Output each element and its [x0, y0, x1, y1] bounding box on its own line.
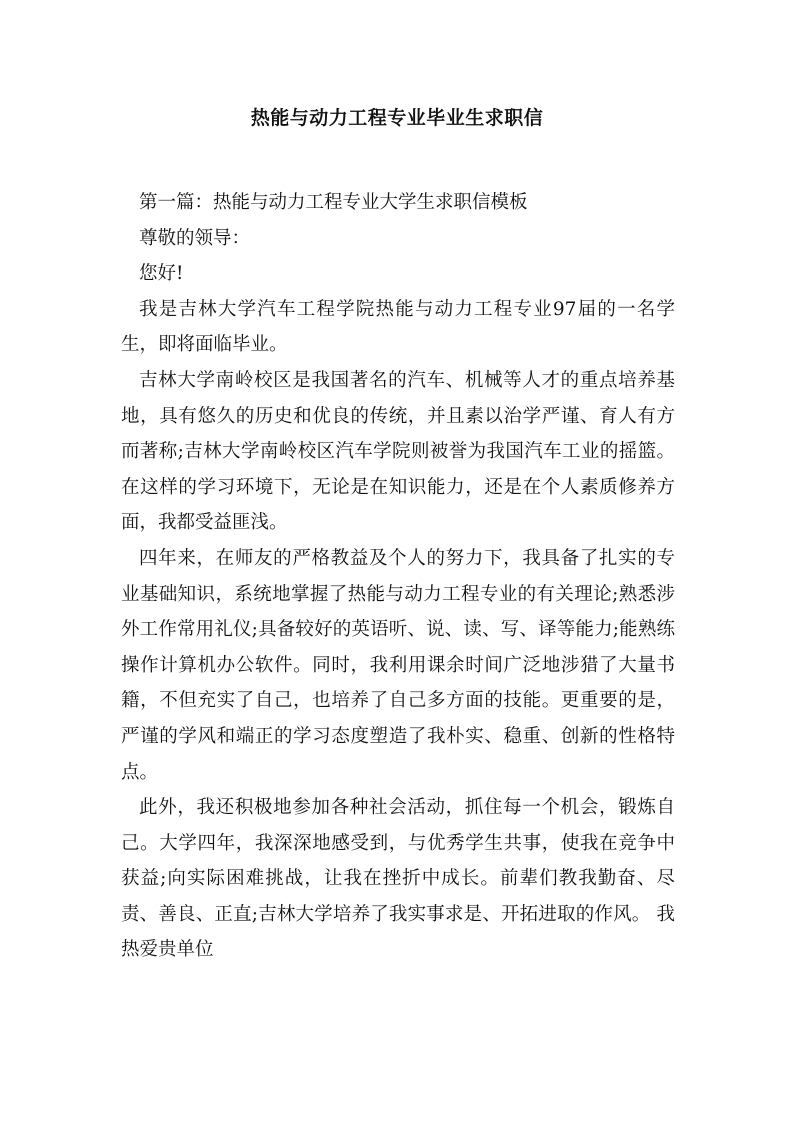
paragraph-activities: 此外，我还积极地参加各种社会活动，抓住每一个机会，锻炼自己。大学四年，我深深地感受到，与优秀学生共事，使我在竞争中获益;向实际困难挑战，让我在挫折中成长。前辈们教我勤奋、尽责、善良、正直;吉林大学培养了我实事求是、开拓进取的作风。 我热爱贵单位: [121, 797, 675, 961]
greeting: 您好!: [139, 263, 184, 285]
paragraph-skills: 四年来，在师友的严格教益及个人的努力下，我具备了扎实的专业基础知识，系统地掌握了热能与动力工程专业的有关理论;熟悉涉外工作常用礼仪;具备较好的英语听、说、读、写、译等能力;能熟练操作计算机办公软件。同时，我利用课余时间广泛地涉猎了大量书籍，不但充实了自己，也培养了自己多方面的技能。更重要的是，严谨的学风和端正的学习态度塑造了我朴实、稳重、创新的性格特点。: [121, 547, 675, 783]
document-title: 热能与动力工程专业毕业生求职信: [250, 107, 544, 129]
paragraph-university: 吉林大学南岭校区是我国著名的汽车、机械等人才的重点培养基地，具有悠久的历史和优良的传统，并且素以治学严谨、育人有方而著称;吉林大学南岭校区汽车学院则被誉为我国汽车工业的摇篮。在这样的学习环境下，无论是在知识能力，还是在个人素质修养方面，我都受益匪浅。: [121, 369, 675, 534]
salutation: 尊敬的领导：: [139, 227, 251, 249]
paragraph-introduction: 我是吉林大学汽车工程学院热能与动力工程专业97届的一名学生，即将面临毕业。: [121, 298, 675, 356]
document-body: [121, 185, 675, 968]
section-heading: 第一篇：热能与动力工程专业大学生求职信模板: [139, 192, 528, 213]
